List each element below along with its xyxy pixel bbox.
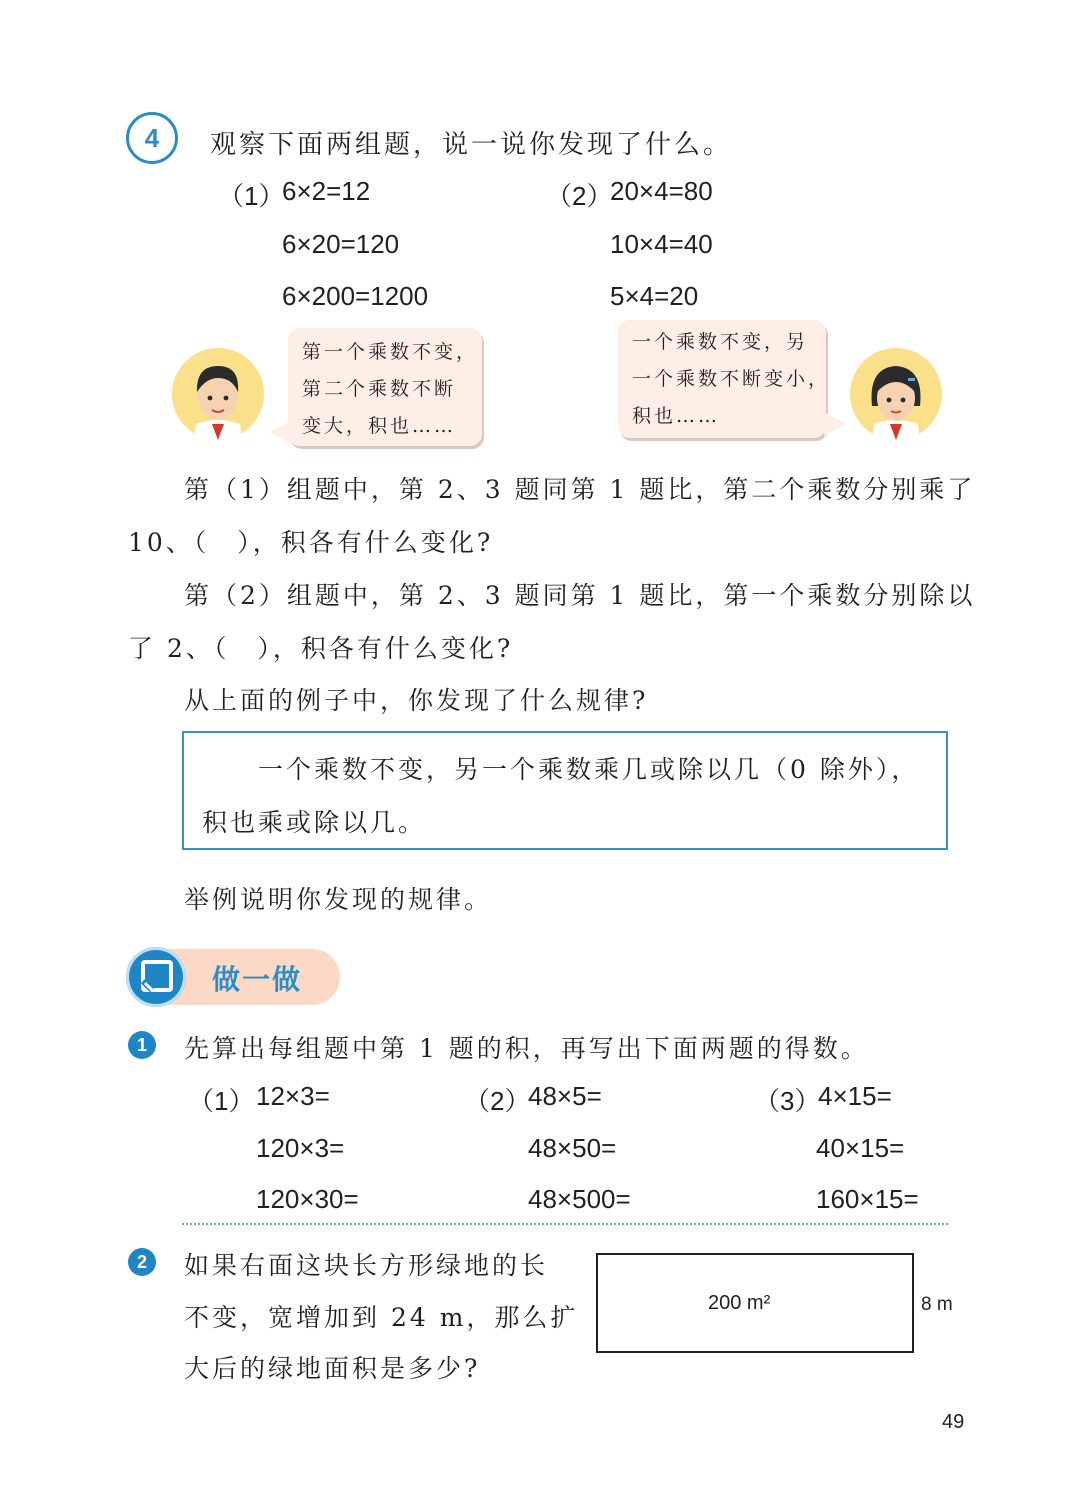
exercise-2-badge: 2 <box>128 1248 156 1276</box>
boy-bubble-line-2: 第二个乘数不断 <box>302 378 457 400</box>
boy-face-icon <box>172 348 264 440</box>
group1-equation-1: 6×2=12 <box>282 176 371 206</box>
girl-bubble-tail <box>824 412 846 436</box>
page-number: 49 <box>942 1411 965 1433</box>
problem-prompt: 观察下面两组题，说一说你发现了什么。 <box>210 130 733 160</box>
ex1-group1-label: （1） <box>188 1086 255 1116</box>
girl-bubble-line-1: 一个乘数不变，另 <box>632 331 809 353</box>
ex1-group2-label: （2） <box>464 1086 531 1116</box>
practice-square-icon <box>126 947 186 1007</box>
question-2-line-2: 了 2、（ ），积各有什么变化? <box>128 634 514 663</box>
example-prompt: 举例说明你发现的规律。 <box>184 885 493 914</box>
ex1-group3-item-1: 4×15= <box>818 1081 892 1111</box>
rectangle-area-label: 200 m² <box>708 1292 771 1314</box>
question-1-line-1: 第（1）组题中，第 2、3 题同第 1 题比，第二个乘数分别乘了 <box>184 475 976 504</box>
girl-avatar <box>850 348 942 440</box>
group2-label: （2） <box>546 181 613 211</box>
ex1-group2-item-2: 48×50= <box>528 1133 617 1163</box>
ex1-group3-label: （3） <box>754 1086 821 1116</box>
practice-icon <box>126 947 186 1007</box>
dotted-divider <box>182 1223 948 1225</box>
girl-face-icon <box>850 348 942 440</box>
boy-bubble-line-1: 第一个乘数不变， <box>302 341 479 363</box>
problem-number-badge: 4 <box>126 112 178 164</box>
practice-title: 做一做 <box>212 963 303 996</box>
question-2-line-1: 第（2）组题中，第 2、3 题同第 1 题比，第一个乘数分别除以 <box>184 581 976 610</box>
exercise-1-prompt: 先算出每组题中第 1 题的积，再写出下面两题的得数。 <box>184 1034 869 1063</box>
ex1-group2-item-3: 48×500= <box>528 1184 631 1214</box>
question-3: 从上面的例子中，你发现了什么规律? <box>184 686 649 715</box>
boy-bubble-tail <box>270 420 292 444</box>
girl-bubble-line-3: 积也…… <box>632 405 721 427</box>
ex1-group2-item-1: 48×5= <box>528 1081 602 1111</box>
boy-bubble-line-3: 变大，积也…… <box>302 415 457 437</box>
girl-speech-bubble <box>618 320 831 438</box>
exercise-1-badge: 1 <box>128 1031 156 1059</box>
ex1-group1-item-1: 12×3= <box>256 1081 330 1111</box>
boy-avatar <box>172 348 264 440</box>
exercise-2-line-2: 不变，宽增加到 24 m，那么扩 <box>184 1303 579 1332</box>
ex1-group3-item-3: 160×15= <box>816 1184 919 1214</box>
group1-equation-2: 6×20=120 <box>282 229 400 259</box>
group1-equation-3: 6×200=1200 <box>282 281 429 311</box>
group2-equation-1: 20×4=80 <box>610 176 713 206</box>
exercise-2-line-3: 大后的绿地面积是多少? <box>184 1354 481 1383</box>
question-1-line-2: 10、（ ），积各有什么变化? <box>128 528 494 557</box>
group2-equation-2: 10×4=40 <box>610 229 713 259</box>
rule-line-2: 积也乘或除以几。 <box>202 808 427 837</box>
group1-label: （1） <box>218 181 285 211</box>
group2-equation-3: 5×4=20 <box>610 281 699 311</box>
boy-speech-bubble <box>288 328 482 446</box>
ex1-group1-item-3: 120×30= <box>256 1184 359 1214</box>
rule-line-1: 一个乘数不变，另一个乘数乘几或除以几（0 除外）， <box>258 755 920 784</box>
ex1-group1-item-2: 120×3= <box>256 1133 345 1163</box>
ex1-group3-item-2: 40×15= <box>816 1133 905 1163</box>
exercise-2-line-1: 如果右面这块长方形绿地的长 <box>184 1251 549 1280</box>
rectangle-width-label: 8 m <box>921 1294 953 1315</box>
girl-bubble-line-2: 一个乘数不断变小， <box>632 368 831 390</box>
